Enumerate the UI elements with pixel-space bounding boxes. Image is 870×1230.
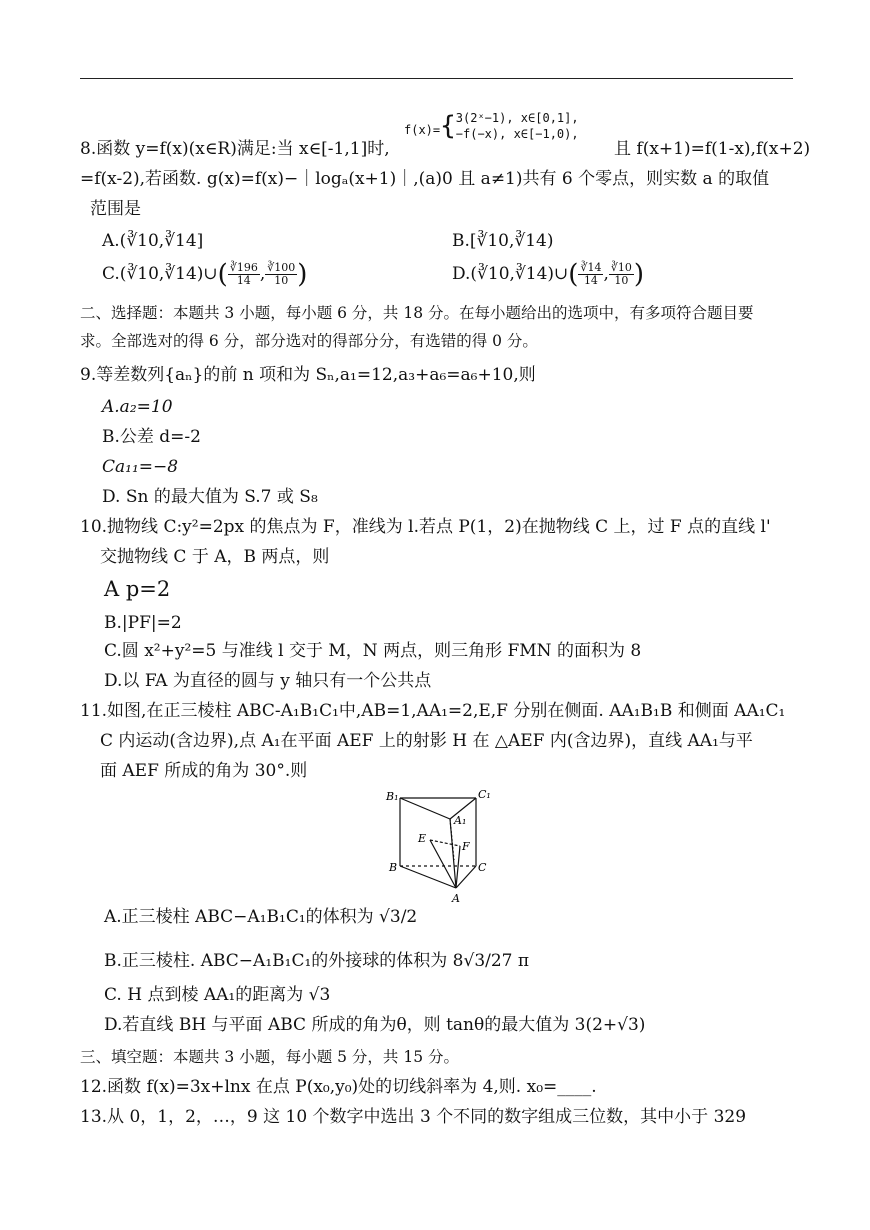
- label-a: A: [452, 892, 460, 904]
- q8-line3: 范围是: [90, 199, 141, 219]
- q11-option-c: C. H 点到棱 AA₁的距离为 √3: [104, 985, 331, 1005]
- q8-d-frac2-den: 10: [614, 274, 629, 287]
- q10-option-b: B.|PF|=2: [104, 613, 182, 633]
- q11-stem-line3: 面 AEF 所成的角为 30°.则: [100, 761, 308, 781]
- q8-option-a: A.(∛10,∛14]: [102, 231, 204, 251]
- header-rule: [80, 78, 793, 79]
- q12-stem: 12.函数 f(x)=3x+lnx 在点 P(x₀,y₀)处的切线斜率为 4,则. x₀=____.: [80, 1077, 597, 1097]
- q11-option-a: A.正三棱柱 ABC−A₁B₁C₁的体积为 √3/2: [104, 907, 418, 927]
- q9-option-a: A.a₂=10: [102, 397, 173, 417]
- q10-option-a: A p=2: [104, 577, 171, 601]
- q8-line1-prefix: 8.函数 y=f(x)(x∈R)满足:当 x∈[-1,1]时,: [80, 139, 390, 159]
- q8-c-frac1-den: 14: [236, 274, 251, 287]
- section2-line2: 求。全部选对的得 6 分，部分选对的得部分分，有选错的得 0 分。: [80, 332, 538, 350]
- q8-c-frac1-num: ∛196: [229, 261, 258, 274]
- q8-option-d: D.(∛10,∛14)∪( $\frac{∛14}{14}$ , $\frac{∛10}{10}$ ): [452, 259, 645, 290]
- q8-option-c-label: C.(∛10,∛14)∪: [102, 264, 218, 284]
- section2-line1: 二、选择题：本题共 3 小题，每小题 6 分，共 18 分。在每小题给出的选项中，有多项符合题目要: [80, 304, 754, 322]
- label-a1: A₁: [454, 814, 467, 827]
- q8-d-frac2-num: ∛10: [610, 261, 632, 274]
- label-b1: B₁: [386, 790, 399, 803]
- q8-d-frac1-num: ∛14: [580, 261, 602, 274]
- q8-option-b: B.[∛10,∛14): [452, 231, 554, 251]
- label-c1: C₁: [478, 788, 491, 801]
- q8-line2: =f(x-2),若函数. g(x)=f(x)−｜logₐ(x+1)｜,(a)0 且 a≠1)共有 6 个零点，则实数 a 的取值: [80, 169, 770, 189]
- q9-stem: 9.等差数列{aₙ}的前 n 项和为 Sₙ,a₁=12,a₃+a₆=a₆+10,则: [80, 365, 536, 385]
- q8-option-d-label: D.(∛10,∛14)∪: [452, 264, 569, 284]
- q11-stem-line2: C 内运动(含边界),点 A₁在平面 AEF 上的射影 H 在 △AEF 内(含边界)，直线 AA₁与平: [100, 731, 753, 751]
- section3-line1: 三、填空题：本题共 3 小题，每小题 5 分，共 15 分。: [80, 1048, 460, 1066]
- label-b: B: [389, 861, 398, 874]
- label-f: F: [462, 840, 470, 853]
- q10-stem-line1: 10.抛物线 C:y²=2px 的焦点为 F，准线为 l.若点 P(1，2)在抛物线 C 上，过 F 点的直线 l': [80, 517, 771, 537]
- q8-piecewise: f(x)={ 3(2ˣ−1), x∈[0,1], −f(−x), x∈[−1,0),: [404, 111, 579, 141]
- q13-stem: 13.从 0，1，2，…，9 这 10 个数字中选出 3 个不同的数字组成三位数，其中小于 329: [80, 1107, 747, 1127]
- q8-option-c: C.(∛10,∛14)∪( $\frac{∛196}{14}$ , $\frac{∛100}{10}$ ): [102, 259, 308, 290]
- q9-option-c: Ca₁₁=−8: [102, 457, 179, 477]
- q11-stem-line1: 11.如图,在正三棱柱 ABC-A₁B₁C₁中,AB=1,AA₁=2,E,F 分别在侧面. AA₁B₁B 和侧面 AA₁C₁: [80, 701, 786, 721]
- q10-option-d: D.以 FA 为直径的圆与 y 轴只有一个公共点: [104, 671, 432, 691]
- q8-piece1: 3(2ˣ−1), x∈[0,1],: [455, 111, 579, 125]
- q10-option-c: C.圆 x²+y²=5 与准线 l 交于 M，N 两点，则三角形 FMN 的面积为 8: [104, 641, 642, 661]
- q8-piece-lhs: f(x)=: [404, 123, 441, 137]
- q9-option-d: D. Sn 的最大值为 S.7 或 S₈: [102, 487, 318, 507]
- q10-stem-line2: 交抛物线 C 于 A，B 两点，则: [100, 547, 330, 567]
- label-e: E: [418, 832, 427, 845]
- q11-option-b: B.正三棱柱. ABC−A₁B₁C₁的外接球的体积为 8√3/27 π: [104, 951, 530, 971]
- q8-c-frac2-num: ∛100: [267, 261, 296, 274]
- q9-option-b: B.公差 d=-2: [102, 427, 201, 447]
- q8-d-frac1-den: 14: [583, 274, 598, 287]
- label-c: C: [478, 861, 487, 874]
- q11-option-d: D.若直线 BH 与平面 ABC 所成的角为θ，则 tanθ的最大值为 3(2+√3): [104, 1015, 646, 1035]
- prism-figure: [380, 784, 500, 904]
- q8-c-frac2-den: 10: [274, 274, 289, 287]
- q8-piece2: −f(−x), x∈[−1,0),: [455, 127, 579, 141]
- q8-line1-suffix: 且 f(x+1)=f(1-x),f(x+2): [614, 139, 811, 159]
